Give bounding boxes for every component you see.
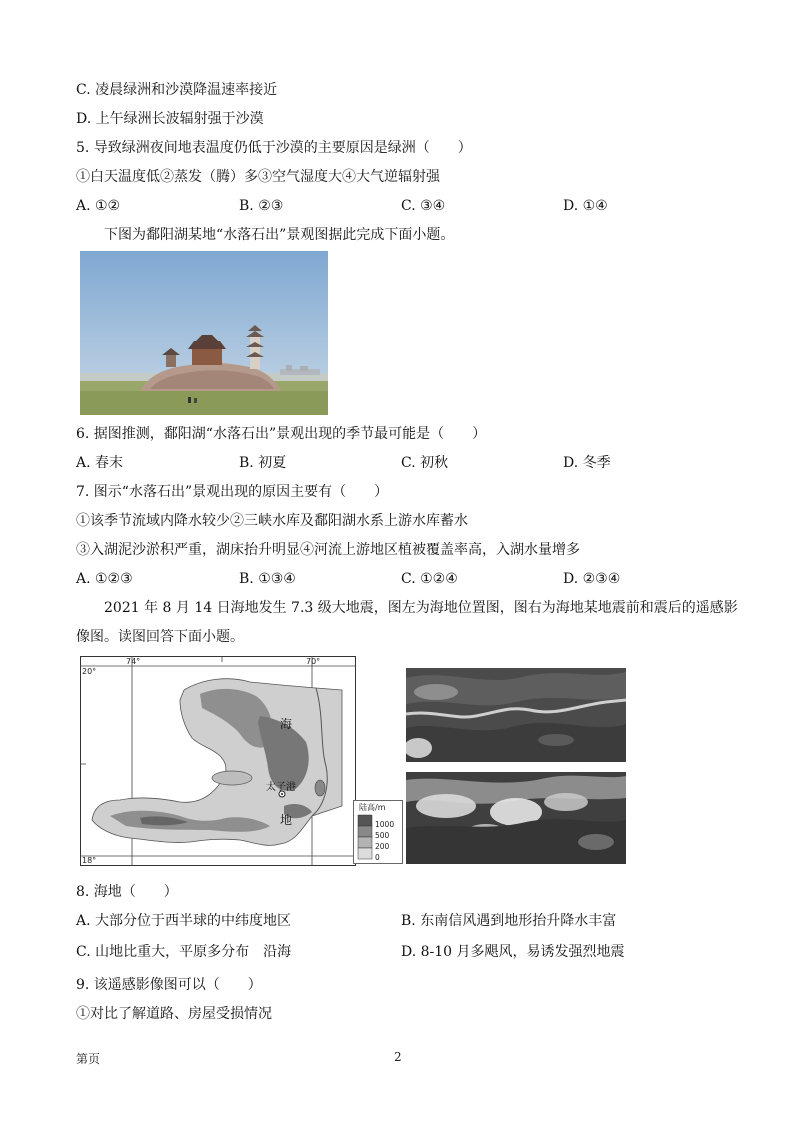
haiti-map-svg: [80, 656, 356, 866]
map-label-capital: 太子港: [266, 782, 296, 793]
question-9-item-1: ①对比了解道路、房屋受损情况: [76, 1006, 272, 1022]
q5-option-d[interactable]: D. ①④: [563, 198, 608, 214]
question-7-items-2: ③入湖泥沙淤积严重，湖床抬升明显④河流上游地区植被覆盖率高，入湖水量增多: [76, 542, 580, 558]
question-6: 6. 据图推测，鄱阳湖“水落石出”景观出现的季节最可能是（ ）: [76, 426, 487, 442]
q5-option-b[interactable]: B. ②③: [239, 198, 284, 214]
intro-haiti-line-1: 2021 年 8 月 14 日海地发生 7.3 级大地震，图左为海地位置图，图右为海地某地震前和震后的遥感影: [104, 600, 738, 616]
elevation-legend: [353, 800, 403, 864]
q8-option-c[interactable]: C. 山地比重大，平原多分布 沿海: [76, 944, 292, 960]
question-5: 5. 导致绿洲夜间地表温度仍低于沙漠的主要原因是绿洲（ ）: [76, 140, 472, 156]
haiti-map: [80, 656, 356, 866]
question-7-items-1: ①该季节流域内降水较少②三峡水库及鄱阳湖水系上游水库蓄水: [76, 513, 468, 529]
intro-poyang: 下图为鄱阳湖某地“水落石出”景观图据此完成下面小题。: [104, 227, 455, 243]
legend-0: 0: [375, 853, 380, 862]
map-label-di: 地: [280, 813, 293, 827]
footer-left: 第页: [76, 1052, 101, 1066]
q7-option-b[interactable]: B. ①③④: [239, 571, 296, 587]
q7-option-a[interactable]: A. ①②③: [76, 571, 133, 587]
question-5-items: ①白天温度低②蒸发（腾）多③空气湿度大④大气逆辐射强: [76, 169, 440, 185]
poyang-lake-photo: [80, 251, 328, 415]
remote-sensing-after-svg: [406, 772, 626, 864]
q6-option-c[interactable]: C. 初秋: [401, 455, 449, 471]
option-d-line: D. 上午绿洲长波辐射强于沙漠: [76, 111, 264, 127]
q8-option-a[interactable]: A. 大部分位于西半球的中纬度地区: [76, 913, 292, 929]
q8-option-d[interactable]: D. 8-10 月多飓风，易诱发强烈地震: [401, 944, 625, 960]
q5-option-c[interactable]: C. ③④: [401, 198, 446, 214]
remote-sensing-before-svg: [406, 668, 626, 762]
q6-option-a[interactable]: A. 春末: [76, 455, 124, 471]
page-number: 2: [394, 1050, 402, 1064]
lat-label-bottom: 18°: [82, 856, 97, 865]
map-label-hai: 海: [280, 717, 293, 731]
legend-1000: 1000: [375, 820, 395, 829]
legend-500: 500: [375, 831, 390, 840]
q7-option-c[interactable]: C. ①②④: [401, 571, 458, 587]
lat-label-top: 20°: [82, 667, 97, 676]
remote-sensing-before: [406, 668, 626, 762]
legend-title: 陆高/m: [359, 803, 386, 812]
q6-option-b[interactable]: B. 初夏: [239, 455, 287, 471]
question-7: 7. 图示“水落石出”景观出现的原因主要有（ ）: [76, 484, 389, 500]
elevation-legend-svg: [353, 800, 403, 864]
lon-label-right: 70°: [306, 657, 321, 666]
q6-option-d[interactable]: D. 冬季: [563, 455, 611, 471]
lon-label-left: 74°: [126, 657, 141, 666]
q7-option-d[interactable]: D. ②③④: [563, 571, 621, 587]
question-9: 9. 该遥感影像图可以（ ）: [76, 977, 262, 993]
poyang-lake-scene: [80, 251, 328, 415]
question-8: 8. 海地（ ）: [76, 884, 178, 900]
legend-200: 200: [375, 842, 390, 851]
intro-haiti-line-2: 像图。读图回答下面小题。: [76, 629, 244, 645]
q5-option-a[interactable]: A. ①②: [76, 198, 121, 214]
remote-sensing-after: [406, 772, 626, 864]
option-c-line: C. 凌晨绿洲和沙漠降温速率接近: [76, 82, 278, 98]
q8-option-b[interactable]: B. 东南信风遇到地形抬升降水丰富: [401, 913, 617, 929]
